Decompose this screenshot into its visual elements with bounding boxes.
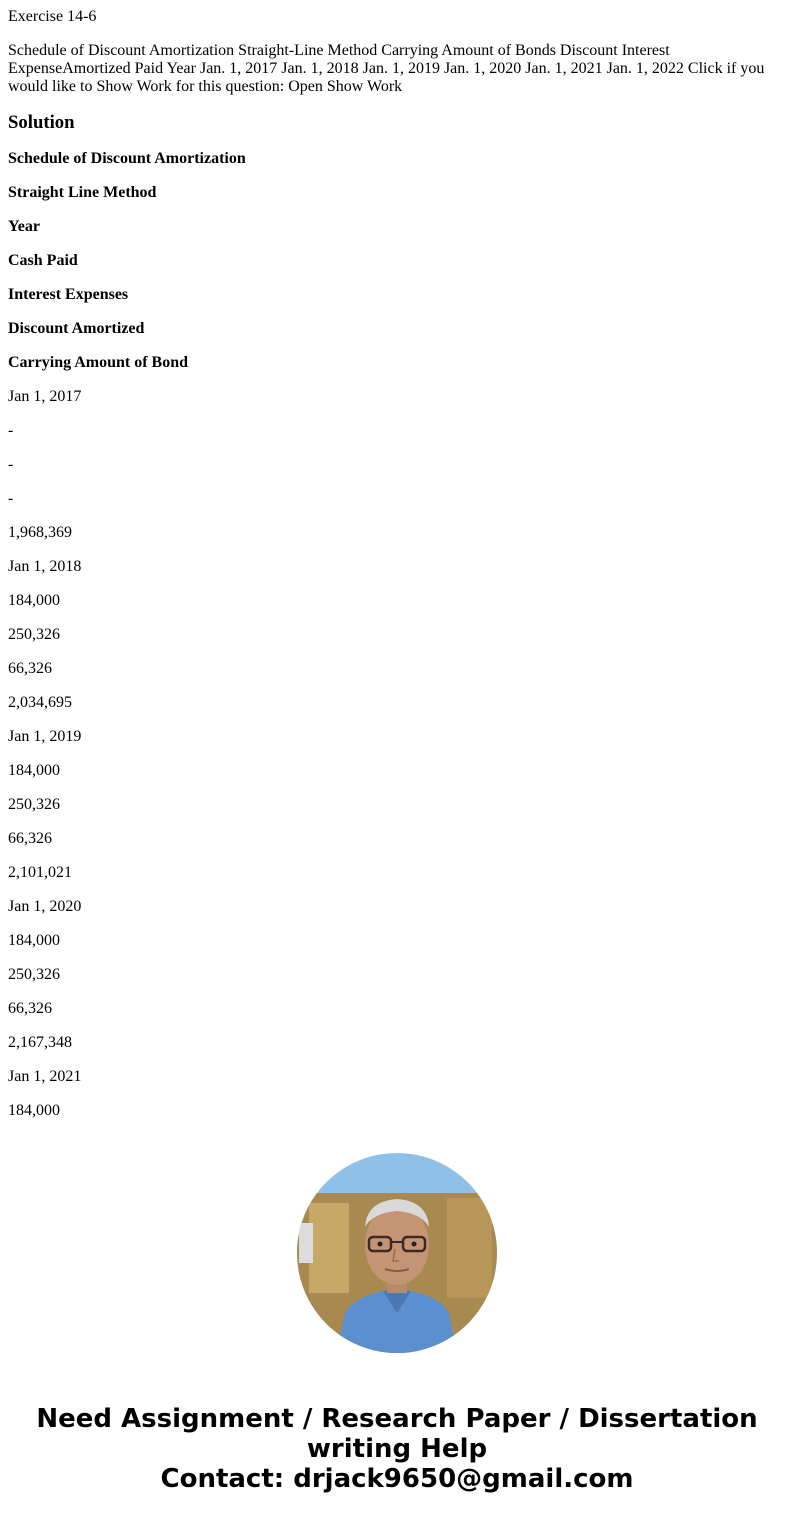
table-cell: 66,326 (8, 1000, 52, 1017)
promo-contact-line: Contact: drjack9650@gmail.com (160, 1464, 634, 1494)
column-header-interest-expenses: Interest Expenses (8, 286, 129, 303)
column-header-year: Year (8, 218, 40, 235)
promo-banner (0, 1404, 794, 1494)
method-title: Straight Line Method (8, 184, 157, 201)
table-cell: 250,326 (8, 626, 60, 643)
table-cell: 184,000 (8, 1102, 60, 1119)
table-cell: - (8, 456, 14, 473)
solution-heading: Solution (8, 112, 75, 133)
table-cell: 184,000 (8, 762, 60, 779)
table-cell: 1,968,369 (8, 524, 72, 541)
table-cell: - (8, 422, 14, 439)
document-body (8, 8, 786, 1136)
person-portrait-icon (297, 1153, 497, 1353)
column-header-cash-paid: Cash Paid (8, 252, 78, 269)
promo-line-2: writing Help (306, 1434, 488, 1464)
table-cell: 2,101,021 (8, 864, 72, 881)
table-cell: Jan 1, 2020 (8, 898, 82, 915)
table-cell: 184,000 (8, 592, 60, 609)
table-cell: Jan 1, 2021 (8, 1068, 82, 1085)
table-cell: Jan 1, 2017 (8, 388, 82, 405)
table-cell: 184,000 (8, 932, 60, 949)
table-cell: - (8, 490, 14, 507)
table-cell: 250,326 (8, 966, 60, 983)
table-cell: 2,034,695 (8, 694, 72, 711)
schedule-title: Schedule of Discount Amortization (8, 150, 246, 167)
table-cell: 66,326 (8, 660, 52, 677)
table-cell: 250,326 (8, 796, 60, 813)
table-cell: Jan 1, 2018 (8, 558, 82, 575)
table-cell: 66,326 (8, 830, 52, 847)
schedule-cells (8, 388, 786, 1120)
exercise-title: Exercise 14-6 (8, 8, 97, 25)
table-cell: Jan 1, 2019 (8, 728, 82, 745)
column-header-discount-amortized: Discount Amortized (8, 320, 145, 337)
column-header-carrying-amount: Carrying Amount of Bond (8, 354, 189, 371)
table-cell: 2,167,348 (8, 1034, 72, 1051)
question-text: Schedule of Discount Amortization Straight-Line Method Carrying Amount of Bonds Discount Interest ExpenseAmortized Paid Year Jan. 1, 2017 Jan. 1, 2018 Jan. 1, 2019 Jan. 1, 2020 Jan. 1, 2021 Jan. 1, 2022 Click if you would like to Show Work for this question: Open Show Work (8, 42, 765, 95)
promo-line-1: Need Assignment / Research Paper / Dissertation (36, 1404, 758, 1434)
